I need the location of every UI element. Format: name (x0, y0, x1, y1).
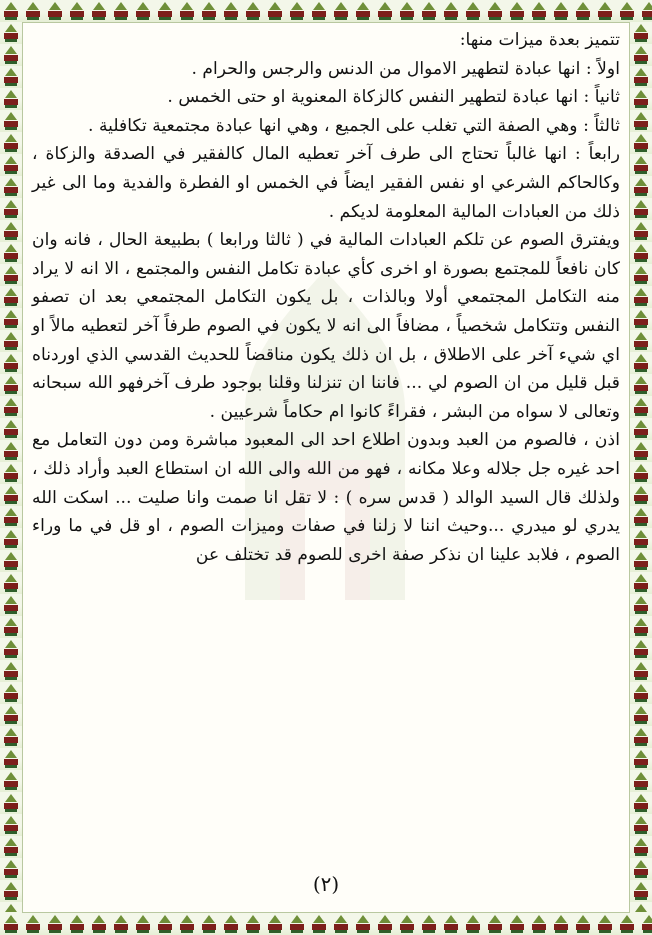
border-ornament-tile (308, 0, 330, 22)
border-ornament-tile (0, 418, 22, 440)
border-ornament-tile (528, 0, 550, 22)
border-ornament-tile (630, 726, 652, 748)
ornamental-border-bottom (0, 913, 652, 935)
border-ornament-tile (0, 814, 22, 836)
border-ornament-tile (264, 0, 286, 22)
border-ornament-tile (0, 308, 22, 330)
border-ornament-tile (440, 913, 462, 935)
border-ornament-tile (630, 308, 652, 330)
border-ornament-tile (418, 913, 440, 935)
border-ornament-tile (630, 462, 652, 484)
border-ornament-tile (630, 638, 652, 660)
border-ornament-tile (0, 0, 22, 22)
border-ornament-tile (198, 0, 220, 22)
border-ornament-tile (506, 913, 528, 935)
border-ornament-tile (0, 242, 22, 264)
border-ornament-tile (638, 0, 652, 22)
border-ornament-tile (220, 0, 242, 22)
border-ornament-tile (220, 913, 242, 935)
border-ornament-tile (0, 682, 22, 704)
border-ornament-tile (630, 506, 652, 528)
border-ornament-tile (44, 0, 66, 22)
border-ornament-tile (308, 913, 330, 935)
border-ornament-tile (616, 0, 638, 22)
border-ornament-tile (0, 22, 22, 44)
border-ornament-tile (630, 176, 652, 198)
border-ornament-tile (88, 913, 110, 935)
border-ornament-tile (630, 66, 652, 88)
border-ornament-tile (630, 440, 652, 462)
border-ornament-tile (0, 660, 22, 682)
border-ornament-tile (638, 913, 652, 935)
border-ornament-tile (110, 0, 132, 22)
border-ornament-tile (484, 0, 506, 22)
body-text (32, 26, 620, 569)
border-ornament-tile (418, 0, 440, 22)
ornamental-border-right (630, 22, 652, 913)
border-ornament-tile (330, 0, 352, 22)
border-ornament-tile (0, 484, 22, 506)
border-ornament-tile (0, 132, 22, 154)
border-ornament-tile (0, 220, 22, 242)
border-ornament-tile (176, 913, 198, 935)
border-ornament-tile (630, 484, 652, 506)
border-ornament-tile (0, 594, 22, 616)
border-ornament-tile (352, 913, 374, 935)
border-ornament-tile (22, 913, 44, 935)
border-ornament-tile (630, 814, 652, 836)
border-ornament-tile (630, 330, 652, 352)
border-ornament-tile (594, 913, 616, 935)
border-ornament-tile (630, 660, 652, 682)
border-ornament-tile (630, 748, 652, 770)
border-ornament-tile (0, 264, 22, 286)
border-ornament-tile (242, 0, 264, 22)
border-ornament-tile (572, 0, 594, 22)
ornamental-border-left (0, 22, 22, 913)
border-ornament-tile (0, 638, 22, 660)
border-ornament-tile (506, 0, 528, 22)
border-ornament-tile (0, 462, 22, 484)
border-ornament-tile (264, 913, 286, 935)
border-ornament-tile (0, 792, 22, 814)
border-ornament-tile (0, 198, 22, 220)
border-ornament-tile (286, 0, 308, 22)
border-ornament-tile (484, 913, 506, 935)
paragraph-fourth-feature: رابعاً : انها غالباً تحتاج الى طرف آخر تعطيه المال كالفقير في الصدقة والزكاة ، وكالحاكم الشرعي او نفس الفقير ايضاً في الخمس او الفطرة والفدية وما الى غير ذلك من العبادات المالية المعلومة لديكم . (32, 144, 620, 222)
paragraph-intro: تتميز بعدة ميزات منها: (459, 30, 620, 50)
border-ornament-tile (132, 0, 154, 22)
border-ornament-tile (550, 0, 572, 22)
border-ornament-tile (630, 22, 652, 44)
border-ornament-tile (630, 836, 652, 858)
border-ornament-tile (374, 913, 396, 935)
ornamental-border-top (0, 0, 652, 22)
border-ornament-tile (440, 0, 462, 22)
border-ornament-tile (330, 913, 352, 935)
paragraph-fasting-difference: ويفترق الصوم عن تلكم العبادات المالية في ( ثالثا ورابعا ) بطبيعة الحال ، فانه وان كان نافعاً للمجتمع بصورة او اخرى كأي عبادة تكامل النفس والمجتمع ، الا انه لا يراد منه التكامل المجتمعي أولا وبالذات ، بل يكون التكامل المجتمعي بعد ان تصفو النفس وتتكامل شخصياً ، مضافاً الى انه لا يكون في الصوم طرفاً آخر لتعطيه مالاً او اي شيء آخر على الاطلاق ، بل ان ذلك يكون مناقضاً للحديث القدسي الذي اوردناه قبل قليل من ان الصوم لي ... فاننا ان تنزلنا وقلنا بوجود طرف آخرفهو الله سبحانه وتعالى لا سواه من البشر ، فقراءً كانوا ام حكاماً شرعيين . (32, 230, 620, 422)
border-ornament-tile (0, 176, 22, 198)
border-ornament-tile (0, 913, 22, 935)
border-ornament-tile (396, 913, 418, 935)
border-ornament-tile (528, 913, 550, 935)
border-ornament-tile (630, 88, 652, 110)
border-ornament-tile (594, 0, 616, 22)
border-ornament-tile (630, 220, 652, 242)
border-ornament-tile (630, 616, 652, 638)
paragraph-conclusion: اذن ، فالصوم من العبد وبدون اطلاع احد الى المعبود مباشرة ومن دون التعامل مع احد غيره جل جلاله وعلا مكانه ، فهو من الله والى الله ان استطاع العبد وأراد ذلك ، ولذلك قال السيد الوالد ( قدس سره ) : لا تقل انا صمت وانا صليت ... اسكت الله يدري لو ميدري ...وحيث اننا لا زلنا في صفات وميزات الصوم ، او قل في ما وراء الصوم ، فلابد علينا ان نذكر صفة اخرى للصوم قد تختلف عن (32, 430, 620, 565)
border-ornament-tile (198, 913, 220, 935)
border-ornament-tile (630, 44, 652, 66)
border-ornament-tile (630, 396, 652, 418)
border-ornament-tile (630, 418, 652, 440)
border-ornament-tile (630, 264, 652, 286)
border-ornament-tile (0, 88, 22, 110)
border-ornament-tile (630, 682, 652, 704)
border-ornament-tile (630, 902, 652, 913)
border-ornament-tile (0, 396, 22, 418)
border-ornament-tile (44, 913, 66, 935)
border-ornament-tile (616, 913, 638, 935)
border-ornament-tile (630, 352, 652, 374)
border-ornament-tile (132, 913, 154, 935)
border-ornament-tile (0, 154, 22, 176)
border-ornament-tile (0, 506, 22, 528)
border-ornament-tile (396, 0, 418, 22)
border-ornament-tile (630, 572, 652, 594)
border-ornament-tile (66, 0, 88, 22)
border-ornament-tile (0, 748, 22, 770)
paragraph-third-feature: ثالثاً : وهي الصفة التي تغلب على الجميع ، وهي انها عبادة مجتمعية تكافلية . (88, 115, 620, 136)
border-ornament-tile (286, 913, 308, 935)
border-ornament-tile (630, 792, 652, 814)
border-ornament-tile (154, 913, 176, 935)
border-ornament-tile (630, 198, 652, 220)
border-ornament-tile (630, 374, 652, 396)
border-ornament-tile (66, 913, 88, 935)
border-ornament-tile (88, 0, 110, 22)
border-ornament-tile (572, 913, 594, 935)
border-ornament-tile (630, 550, 652, 572)
border-ornament-tile (0, 66, 22, 88)
border-ornament-tile (0, 286, 22, 308)
border-ornament-tile (0, 330, 22, 352)
paragraph-second-feature: ثانياً : انها عبادة لتطهير النفس كالزكاة المعنوية او حتى الخمس . (167, 87, 620, 108)
paragraph-first-feature: اولاً : انها عبادة لتطهير الاموال من الدنس والرجس والحرام . (191, 58, 620, 79)
border-ornament-tile (630, 132, 652, 154)
page-number: (٢) (312, 872, 340, 896)
border-ornament-tile (154, 0, 176, 22)
border-ornament-tile (0, 902, 22, 913)
border-ornament-tile (630, 704, 652, 726)
border-ornament-tile (0, 616, 22, 638)
border-ornament-tile (0, 528, 22, 550)
border-ornament-tile (0, 704, 22, 726)
border-ornament-tile (0, 836, 22, 858)
border-ornament-tile (630, 242, 652, 264)
border-ornament-tile (374, 0, 396, 22)
border-ornament-tile (462, 913, 484, 935)
border-ornament-tile (0, 572, 22, 594)
border-ornament-tile (0, 550, 22, 572)
border-ornament-tile (0, 352, 22, 374)
border-ornament-tile (630, 528, 652, 550)
border-ornament-tile (22, 0, 44, 22)
border-ornament-tile (0, 440, 22, 462)
border-ornament-tile (550, 913, 572, 935)
border-ornament-tile (630, 770, 652, 792)
border-ornament-tile (0, 726, 22, 748)
border-ornament-tile (630, 594, 652, 616)
border-ornament-tile (110, 913, 132, 935)
border-ornament-tile (630, 110, 652, 132)
border-ornament-tile (462, 0, 484, 22)
border-ornament-tile (0, 44, 22, 66)
border-ornament-tile (176, 0, 198, 22)
border-ornament-tile (0, 374, 22, 396)
border-ornament-tile (0, 110, 22, 132)
border-ornament-tile (630, 154, 652, 176)
border-ornament-tile (242, 913, 264, 935)
border-ornament-tile (630, 286, 652, 308)
border-ornament-tile (0, 770, 22, 792)
border-ornament-tile (352, 0, 374, 22)
